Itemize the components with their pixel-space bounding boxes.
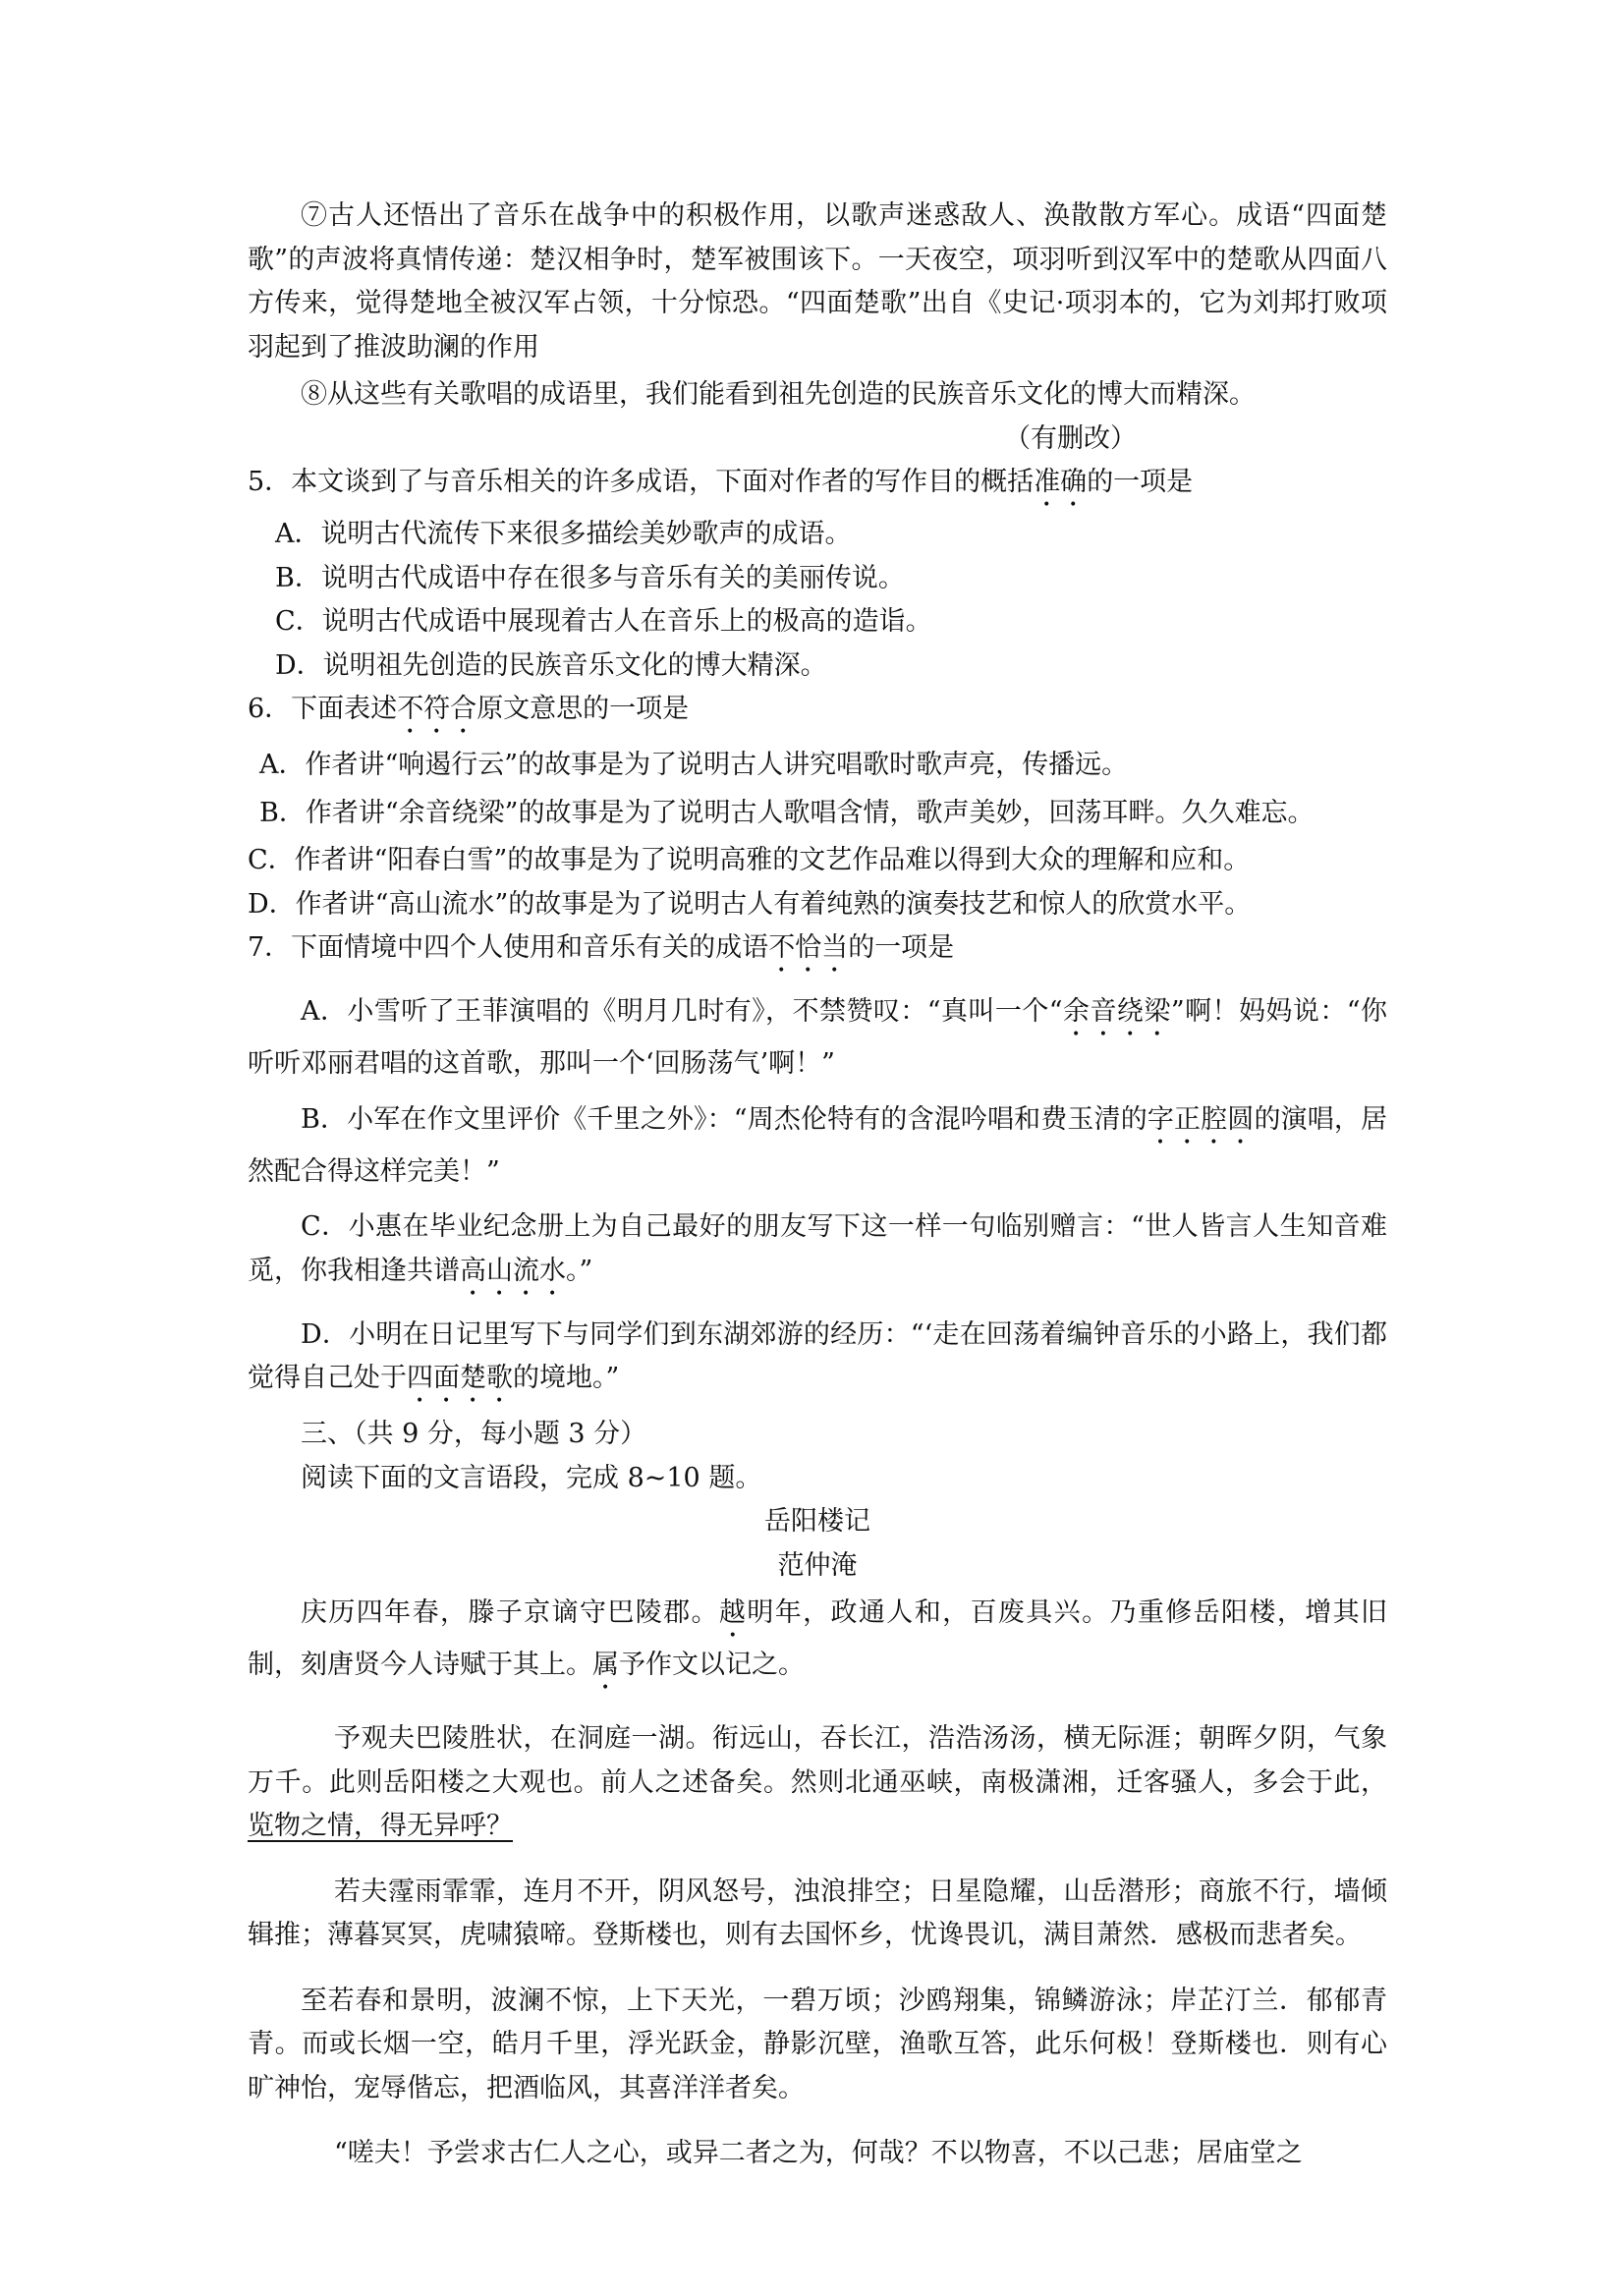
question-7-option-c-emphasis: 高山流水 xyxy=(460,1255,566,1286)
passage-paragraph-7: ⑦古人还悟出了音乐在战争中的积极作用，以歌声迷惑敌人、涣散散方军心。成语“四面楚歌”的声波将真情传递：楚汉相争时，楚军被围该下。一天夜空，项羽听到汉军中的楚歌从四面八方传来，觉得楚地全被汉军占领，十分惊恐。“四面楚歌”出自《史记·项羽本的，它为刘邦打败项羽起到了推波助澜的作用 xyxy=(248,200,1387,363)
question-7-option-d-emphasis: 四面楚歌 xyxy=(407,1363,513,1393)
question-5-option-a: A．说明古代流传下来很多描绘美妙歌声的成语。 xyxy=(275,519,852,549)
question-7-option-a: A．小雪听了王菲演唱的《明月几时有》，不禁赞叹：“真叫一个“余音绕梁”啊！妈妈说：“你听听邓丽君唱的这首歌，那叫一个‘回肠荡气’啊！” xyxy=(248,996,1388,1079)
question-5-emphasis: 准确 xyxy=(1034,467,1088,497)
question-5-option-b: B．说明古代成语中存在很多与音乐有关的美丽传说。 xyxy=(275,562,905,593)
classical-paragraph-4: 至若春和景明，波澜不惊，上下天光，一碧万顷；沙鸥翔集，锦鳞游泳；岸芷汀兰．郁郁青青。而或长烟一空，皓月千里，浮光跃金，静影沉壁，渔歌互答，此乐何极！登斯楼也．则有心旷神怡，宠辱偕忘，把酒临风，其喜洋洋者矣。 xyxy=(248,1985,1387,2103)
classical-underlined-sentence: 览物之情，得无异呼？ xyxy=(248,1811,513,1841)
exam-page xyxy=(248,195,1387,2176)
section-3-instruction: 阅读下面的文言语段，完成 8~10 题。 xyxy=(301,1462,762,1493)
classical-paragraph-3: 若夫霪雨霏霏，连月不开，阴风怒号，浊浪排空；日星隐耀，山岳潜形；商旅不行，墙倾辑推；薄暮冥冥，虎啸猿啼。登斯楼也，则有去国怀乡，忧谗畏讥，满目萧然．感极而悲者矣。 xyxy=(248,1876,1387,1950)
passage-paragraph-8: ⑧从这些有关歌唱的成语里，我们能看到祖先创造的民族音乐文化的博大而精深。 xyxy=(301,379,1256,410)
section-3-heading: 三、（共 9 分，每小题 3 分） xyxy=(301,1419,647,1449)
question-7-emphasis: 不恰当 xyxy=(768,932,849,963)
question-6-option-b: B．作者讲“余音绕梁”的故事是为了说明古人歌唱含情，歌声美妙，回荡耳畔。久久难忘。 xyxy=(259,797,1315,828)
question-6-emphasis: 不符合 xyxy=(397,694,477,724)
question-6-option-a: A．作者讲“响遏行云”的故事是为了说明古人讲究唱歌时歌声亮，传播远。 xyxy=(259,750,1129,780)
classical-author: 范仲淹 xyxy=(777,1549,858,1581)
question-5-stem: 5．本文谈到了与音乐相关的许多成语，下面对作者的写作目的概括准确的一项是 xyxy=(248,467,1194,497)
question-6-option-d: D．作者讲“高山流水”的故事是为了说明古人有着纯熟的演奏技艺和惊人的欣赏水平。 xyxy=(248,888,1252,920)
question-7-option-c: C．小惠在毕业纪念册上为自己最好的朋友写下这一样一句临别赠言：“世人皆言人生知音难觅，你我相逢共谱高山流水。” xyxy=(248,1211,1387,1286)
question-6-stem: 6．下面表述不符合原文意思的一项是 xyxy=(248,694,690,724)
classical-title: 岳阳楼记 xyxy=(764,1506,870,1537)
question-7-option-b: B．小军在作文里评价《千里之外》：“周杰伦特有的含混吟唱和费玉清的字正腔圆的演唱，居然配合得这样完美！” xyxy=(248,1103,1388,1187)
question-6-option-c: C．作者讲“阳春白雪”的故事是为了说明高雅的文艺作品难以得到大众的理解和应和。 xyxy=(248,845,1251,875)
classical-paragraph-5: “嗟夫！予尝求古仁人之心，或异二者之为，何哉？不以物喜，不以己悲；居庙堂之 xyxy=(334,2138,1303,2168)
classical-emphasis-zhu: 属 xyxy=(592,1650,619,1680)
classical-paragraph-1: 庆历四年春，滕子京谪守巴陵郡。越明年，政通人和，百废具兴。乃重修岳阳楼，增其旧制，刻唐贤今人诗赋于其上。属予作文以记之。 xyxy=(248,1597,1388,1680)
source-note: （有删改） xyxy=(1004,422,1137,454)
question-5-option-d: D．说明祖先创造的民族音乐文化的博大精深。 xyxy=(275,649,827,681)
classical-paragraph-2: 予观夫巴陵胜状，在洞庭一湖。衔远山，吞长江，浩浩汤汤，横无际涯；朝晖夕阴，气象万千。此则岳阳楼之大观也。前人之述备矣。然则北通巫峡，南极潇湘，迁客骚人，多会于此，览物之情，得无异呼？ xyxy=(248,1723,1387,1841)
question-7-option-b-emphasis: 字正腔圆 xyxy=(1147,1103,1255,1135)
question-7-option-a-emphasis: 余音绕梁 xyxy=(1062,996,1171,1027)
question-7-option-d: D．小明在日记里写下与同学们到东湖郊游的经历：“‘走在回荡着编钟音乐的小路上，我们都觉得自己处于四面楚歌的境地。” xyxy=(248,1318,1387,1393)
question-7-stem: 7．下面情境中四个人使用和音乐有关的成语不恰当的一项是 xyxy=(248,932,955,963)
question-5-option-c: C．说明古代成语中展现着古人在音乐上的极高的造诣。 xyxy=(275,606,932,637)
classical-emphasis-yue: 越 xyxy=(718,1597,748,1628)
